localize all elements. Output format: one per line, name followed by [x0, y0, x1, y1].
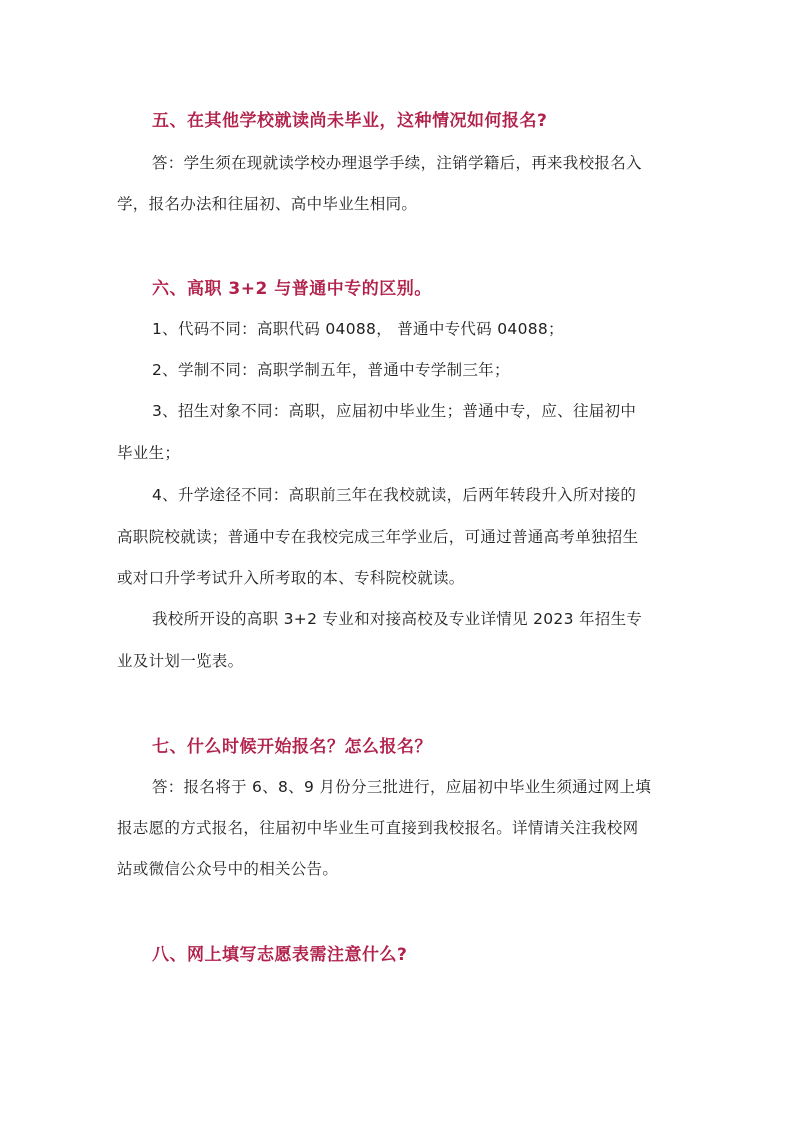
section-6-line-2: 2、学制不同：高职学制五年，普通中专学制三年； — [152, 361, 510, 379]
section-7-heading: 七、什么时候开始报名？怎么报名？ — [152, 737, 432, 757]
section-5-line-1: 答：学生须在现就读学校办理退学手续，注销学籍后，再来我校报名入 — [152, 154, 642, 172]
section-6-line-1: 1、代码不同：高职代码 04088， 普通中专代码 04088； — [152, 320, 564, 338]
section-5-line-2: 学，报名办法和往届初、高中毕业生相同。 — [117, 195, 418, 213]
section-6-line-6: 高职院校就读；普通中专在我校完成三年学业后，可通过普通高考单独招生 — [117, 528, 639, 546]
section-6-line-8: 我校所开设的高职 3+2 专业和对接高校及专业详情见 2023 年招生专 — [152, 610, 643, 628]
section-6-line-4: 毕业生； — [117, 444, 181, 462]
section-7-line-1: 答：报名将于 6、8、9 月份分三批进行，应届初中毕业生须通过网上填 — [152, 778, 652, 796]
section-6-line-7: 或对口升学考试升入所考取的本、专科院校就读。 — [117, 569, 465, 587]
section-6-line-5: 4、升学途径不同：高职前三年在我校就读，后两年转段升入所对接的 — [152, 486, 637, 504]
section-5-heading: 五、在其他学校就读尚未毕业，这种情况如何报名? — [152, 111, 548, 131]
section-6-line-3: 3、招生对象不同：高职，应届初中毕业生；普通中专，应、往届初中 — [152, 402, 637, 420]
section-7-line-2: 报志愿的方式报名，往届初中毕业生可直接到我校报名。详情请关注我校网 — [117, 819, 639, 837]
section-6-line-9: 业及计划一览表。 — [117, 652, 244, 670]
section-6-heading: 六、高职 3+2 与普通中专的区别。 — [152, 279, 432, 299]
section-7-line-3: 站或微信公众号中的相关公告。 — [117, 860, 339, 878]
section-8-heading: 八、网上填写志愿表需注意什么? — [152, 945, 408, 965]
